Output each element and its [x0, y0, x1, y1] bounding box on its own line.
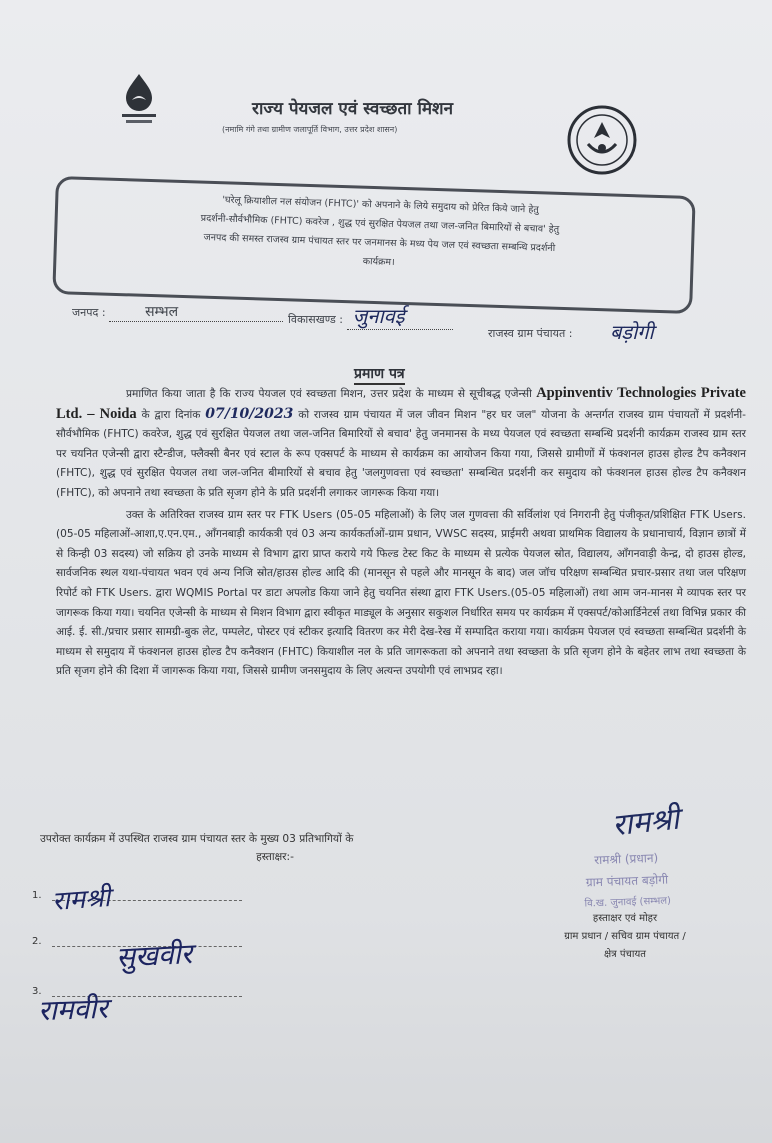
program-line-1: 'घरेलू क्रियाशील नल संयोजन (FHTC)' को अपनाने के लिये समुदाय को प्रेरित किये जाने हेतु: [222, 194, 539, 216]
attendee-number-3: 3.: [32, 986, 42, 997]
stamp-line-3: वि.ख. जुनावई (सम्भल): [584, 895, 672, 910]
panchayat-label: राजस्व ग्राम पंचायत :: [488, 327, 573, 340]
stamp-line-1: रामश्री (प्रधान): [594, 850, 659, 868]
caption-line-2: ग्राम प्रधान / सचिव ग्राम पंचायत /: [564, 931, 686, 942]
attendee-number-2: 2.: [32, 936, 42, 947]
attendees-label: उपरोक्त कार्यक्रम में उपस्थित राजस्व ग्राम पंचायत स्तर के मुख्य 03 प्रतिभागियों के: [40, 833, 354, 845]
mission-subtitle: (नमामि गंगे तथा ग्रामीण जलापूर्ति विभाग, उत्तर प्रदेश शासन): [222, 125, 398, 134]
body-date-prefix: के द्वारा दिनांक: [141, 408, 201, 421]
panchayat-value: बड़ोगी: [610, 320, 654, 344]
attendee-line-1: [32, 890, 42, 901]
pradhan-stamp: [551, 845, 703, 916]
janpad-label: जनपद :: [72, 306, 106, 319]
body-main-text: में जल जीवन मिशन "हर घर जल" योजना के अन्तर्गत राजस्व ग्राम पंचायतों में प्रदर्शनी-सौर्वभौमिक (FHTC) कवरेज, शुद्ध एवं सुरक्षित पेयजल तथा जल-जनित बिमारियों से बचाव' हेतु जनमानस के मध्य पेयजल एवं स्वच्छता सम्बन्धि प्रदर्शनी कार्यक्रम राजस्व ग्राम स्तर पर चयनित एजेन्सी द्वारा स्टैन्डीज, फ्लैक्सी बैनर एवं स्टाल के रूप एक्सपर्ट के माध्यम से कार्यक्रम का आयोजन किया गया, जिससे ग्रामीणों में फंक्शनल हाउस होल्ड टैप कनैक्शन (FHTC), शुद्ध एवं सुरक्षित पेयजल तथा जल-जनित बीमारियों से बचाव हेतु 'जलगुणवत्ता एवं स्वच्छता' सम्बन्धित प्रदर्शनी कर समुदाय को फंक्शनल हाउस होल्ड टैप कनैक्शन (FHTC), को अपनाने तथा स्वच्छता के प्रति सृजग होने के प्रति प्रदर्शनी लगाकर जागरूक किया गया।: [56, 408, 747, 499]
vikaskhand-label: विकासखण्ड :: [288, 313, 344, 326]
attendee-signature-3: रामवीर: [37, 991, 109, 1028]
body-intro: प्रमाणित किया जाता है कि राज्य पेयजल एवं स्वच्छता मिशन, उत्तर प्रदेश के माध्यम से सूचीबद्ध एजेन्सी: [126, 388, 532, 400]
vikaskhand-field: [288, 302, 453, 330]
caption-line-1: हस्ताक्षर एवं मोहर: [592, 913, 658, 924]
program-date: 07/10/2023: [205, 405, 294, 422]
signatory-caption: [520, 910, 730, 964]
certificate-title: प्रमाण पत्र: [354, 364, 405, 385]
water-drop-logo-icon: [108, 70, 170, 132]
caption-line-3: क्षेत्र पंचायत: [604, 949, 646, 960]
government-seal-icon: [566, 104, 638, 176]
attendees-label-2: हस्ताक्षर:-: [256, 851, 294, 863]
attendee-line-2: [32, 936, 42, 947]
janpad-value: सम्भल: [109, 302, 283, 322]
pradhan-signature: रामश्री: [610, 801, 681, 844]
attendee-signature-2: सुखवीर: [115, 937, 193, 974]
attendees-section: [40, 830, 510, 866]
janpad-field: [72, 302, 283, 322]
agency-name: Appinventiv Technologies Private Ltd. – Noida: [56, 385, 746, 422]
program-line-2: प्रदर्शनी-सौर्वभौमिक (FHTC) कवरेज , शुद्ध एवं सुरक्षित पेयजल तथा जल-जनित बिमारियों से बचाव' हेतु: [200, 212, 560, 236]
attendee-signature-1: रामश्री: [51, 883, 112, 917]
panchayat-field: [488, 326, 572, 341]
attendee-number-1: 1.: [32, 890, 42, 901]
program-line-3: जनपद की समस्त राजस्व ग्राम पंचायत स्तर पर जनमानस के मध्य पेय जल एवं स्वच्छता सम्बन्धि प्रदर्शनी: [203, 232, 556, 255]
certificate-body: [56, 384, 746, 682]
vikaskhand-value: जुनावई: [347, 302, 453, 330]
stamp-line-2: ग्राम पंचायत बड़ोगी: [585, 872, 669, 890]
program-line-4: कार्यक्रम।: [362, 256, 395, 269]
body-paragraph-2: उक्त के अतिरिक्त राजस्व ग्राम स्तर पर FTK Users (05-05 महिलाओं) के लिए जल गुणवत्ता की सर्विलांश एवं निगरानी हेतु पंजीकृत/प्रशिक्षित FTK Users.(05-05 महिलाओं-आशा,ए.एन.एम., ऑंगनबाड़ी कार्यकत्री एवं 03 अन्य कार्यकर्ताओं-ग्राम प्रधान, VWSC सदस्य, प्राईमरी अथवा प्राथमिक विद्यालय के प्रधानाचार्य, विज्ञान छात्रों में से किन्ही 03 सदस्य) जो सक्रिय हो उनके माध्यम से विभाग द्वारा प्राप्त कराये गये फिल्ड टेस्ट किट के माध्यम से प्रत्येक पेयजल स्रोत, विद्यालय, ऑंगनवाड़ी केन्द्र, दो हाउस होल्ड, सार्वजनिक स्थल यथा-पंचायत भवन एवं अन्य निजि स्रोत/हाउस होल्ड आदि की (मानसून से पहले और मानसून के बाद) जल जॉच परिक्षण सम्बन्धित प्रचार-प्रसार तथा जल परिक्षण रिपोर्ट को FTK Users. द्वारा WQMIS Portal पर डाटा अपलोड किया जाने हेतु चयनित संस्था द्वारा FTK Users.(05-05 महिलाओं) तथा आम जन-मानस मे व्यापक स्तर पर जागरूक किया गया। चयनित एजेन्सी के माध्यम से मिशन विभाग द्वारा स्वीकृत माड्यूल के अनुसार सकुशल निर्धारित समय पर कार्यक्रम में एक्सपर्ट/कोआर्डिनेटर्स तथा विभिन्न प्रकार की आई. ई. सी./प्रचार प्रसार सामग्री-बुक लेट, पम्पलेट, पोस्टर एवं स्टीकर इत्यादि वितरण कर मेरी देख-रेख में सम्पादित कराया गया। कार्यक्रम पेयजल एवं स्वच्छता सम्बन्धित प्रदर्शनी के माध्यम से समुदाय में फंक्शनल हाउस होल्ड टैप कनैक्शन (FHTC) कियाशील नल के प्रति जागरूकता को अपनाने तथा स्वच्छता के प्रति सृजग होने के बहेतर लाभ तथा स्वच्छता के प्रति सृजग होने की दिशा में जागरूक किया गया, जिससे ग्रामीण जनसमुदाय के लिए अत्यन्त उपयोगी एवं लाभप्रद रहा।: [56, 508, 746, 678]
body-date-suffix: को राजस्व ग्राम पंचायत: [298, 408, 392, 421]
mission-title: राज्य पेयजल एवं स्वच्छता मिशन: [252, 99, 454, 119]
